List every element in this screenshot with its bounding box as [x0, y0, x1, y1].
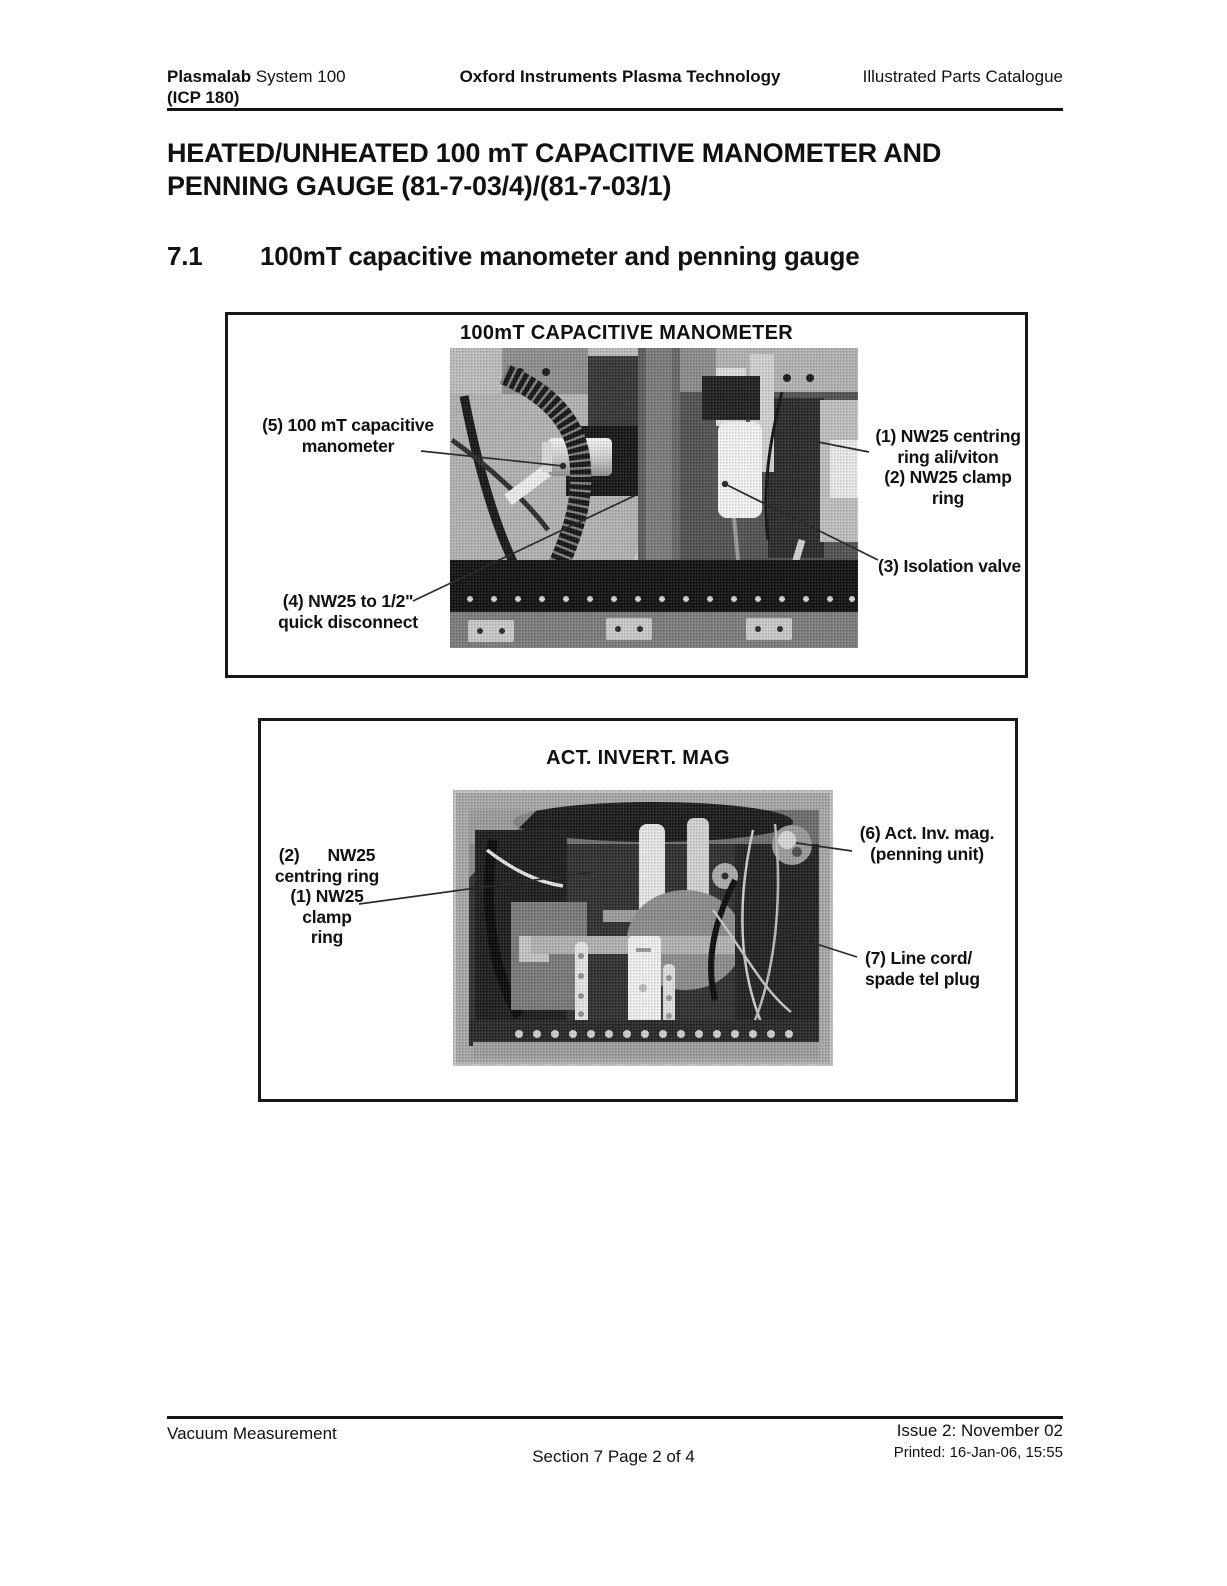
- header-product-line2: (ICP 180): [167, 88, 240, 107]
- figure1-frame: [225, 312, 1028, 678]
- section-number: 7.1: [167, 241, 203, 271]
- figure2-photo: [453, 790, 833, 1066]
- figure2-title: ACT. INVERT. MAG: [546, 747, 730, 769]
- header-product-name: Plasmalab: [167, 67, 252, 86]
- page-title-line2: PENNING GAUGE (81-7-03/4)/(81-7-03/1): [167, 171, 672, 201]
- header-product-model: System 100: [251, 67, 346, 86]
- figure1-title: 100mT CAPACITIVE MANOMETER: [459, 322, 794, 344]
- footer-printed: Printed: 16-Jan-06, 15:55: [893, 1444, 1063, 1461]
- figure1-label-quick-disconnect: (4) NW25 to 1/2" quick disconnect: [278, 591, 418, 632]
- footer-rule: [167, 1416, 1063, 1419]
- page-title: [167, 137, 1067, 203]
- header-rule: [167, 108, 1063, 111]
- figure1-label-capacitive-manometer: (5) 100 mT capacitive manometer: [262, 415, 434, 456]
- footer-page-number: Section 7 Page 2 of 4: [532, 1447, 695, 1466]
- figure1-label-isolation-valve: (3) Isolation valve: [878, 556, 1022, 576]
- page-title-line1: HEATED/UNHEATED 100 mT CAPACITIVE MANOMETER AND: [167, 138, 942, 168]
- section-heading: 100mT capacitive manometer and penning gauge: [260, 241, 860, 271]
- header-company: Oxford Instruments Plasma Technology: [459, 67, 781, 86]
- figure2-label-line-cord: (7) Line cord/ spade tel plug: [865, 948, 980, 989]
- footer-issue: Issue 2: November 02: [896, 1421, 1063, 1440]
- header-doc-type: Illustrated Parts Catalogue: [862, 67, 1063, 86]
- figure2-frame: [258, 718, 1018, 1102]
- figure1-label-centring-clamp-ring: (1) NW25 centring ring ali/viton (2) NW25 clamp ring: [875, 426, 1021, 508]
- figure2-label-penning-unit: (6) Act. Inv. mag. (penning unit): [859, 823, 995, 864]
- figure2-label-centring-clamp-ring: (2) NW25 centring ring (1) NW25 clamp ring: [274, 845, 380, 947]
- footer-section-name: Vacuum Measurement: [167, 1424, 337, 1443]
- figure1-photo: [450, 348, 858, 648]
